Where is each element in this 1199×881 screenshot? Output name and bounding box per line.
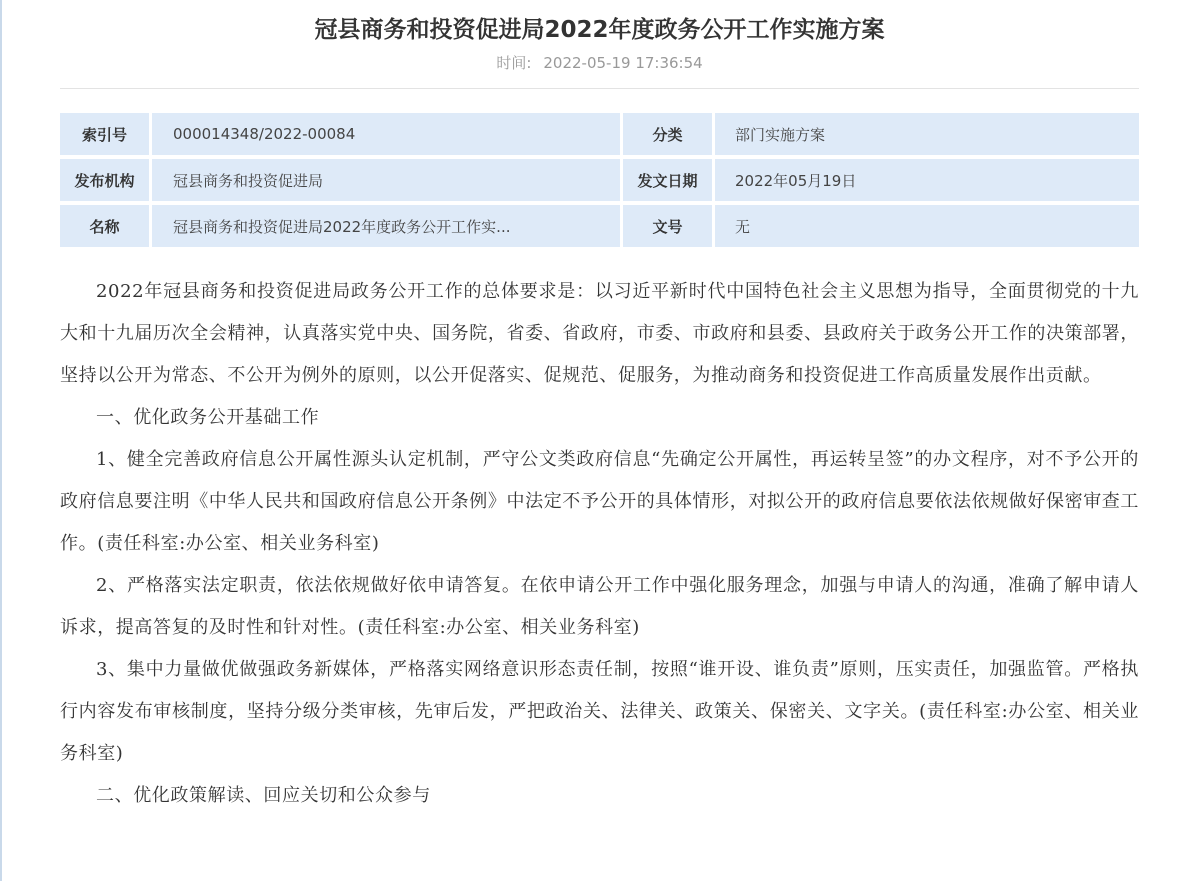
category-value: 部门实施方案 (715, 113, 1139, 155)
category-label: 分类 (623, 113, 715, 155)
body-paragraph: 2022年冠县商务和投资促进局政务公开工作的总体要求是：以习近平新时代中国特色社会主义思想为指导，全面贯彻党的十九大和十九届历次全会精神，认真落实党中央、国务院，省委、省政府，市委、市政府和县委、县政府关于政务公开工作的决策部署，坚持以公开为常态、不公开为例外的原则，以公开促落实、促规范、促服务，为推动商务和投资促进工作高质量发展作出贡献。 (60, 281, 1139, 386)
body-paragraph: 2、严格落实法定职责，依法依规做好依申请答复。在依申请公开工作中强化服务理念，加强与申请人的沟通，准确了解申请人诉求，提高答复的及时性和针对性。(责任科室:办公室、相关业务科室) (60, 575, 1139, 638)
section-heading: 二、优化政策解读、回应关切和公众参与 (96, 785, 431, 806)
section-heading: 一、优化政务公开基础工作 (96, 407, 320, 428)
title-divider (60, 88, 1139, 89)
docno-label: 文号 (623, 205, 715, 247)
info-row (60, 159, 1139, 201)
body-paragraph: 3、集中力量做优做强政务新媒体，严格落实网络意识形态责任制，按照“谁开设、谁负责”原则，压实责任，加强监管。严格执行内容发布审核制度，坚持分级分类审核，先审后发，严把政治关、法律关、政策关、保密关、文字关。(责任科室:办公室、相关业务科室) (60, 659, 1139, 764)
left-border-line (0, 0, 2, 881)
article-title: 冠县商务和投资促进局2022年度政务公开工作实施方案 (314, 17, 885, 43)
index-label: 索引号 (60, 113, 152, 155)
date-value: 2022年05月19日 (715, 159, 1139, 201)
info-row (60, 113, 1139, 155)
index-value: 000014348/2022-00084 (152, 113, 623, 155)
date-label: 发文日期 (623, 159, 715, 201)
article-container (60, 0, 1139, 817)
body-paragraph: 1、健全完善政府信息公开属性源头认定机制，严守公文类政府信息“先确定公开属性，再运转呈签”的办文程序，对不予公开的政府信息要注明《中华人民共和国政府信息公开条例》中法定不予公开的具体情形，对拟公开的政府信息要依法依规做好保密审查工作。(责任科室:办公室、相关业务科室) (60, 449, 1139, 554)
document-info-table (60, 109, 1139, 251)
publish-time-label: 时间: (496, 54, 532, 72)
issuer-label: 发布机构 (60, 159, 152, 201)
name-value: 冠县商务和投资促进局2022年度政务公开工作实... (152, 205, 623, 247)
docno-value: 无 (715, 205, 1139, 247)
issuer-value: 冠县商务和投资促进局 (152, 159, 623, 201)
article-body (60, 271, 1139, 817)
publish-time-value: 2022-05-19 17:36:54 (543, 54, 703, 72)
name-label: 名称 (60, 205, 152, 247)
publish-time (60, 52, 1139, 74)
info-row (60, 205, 1139, 247)
